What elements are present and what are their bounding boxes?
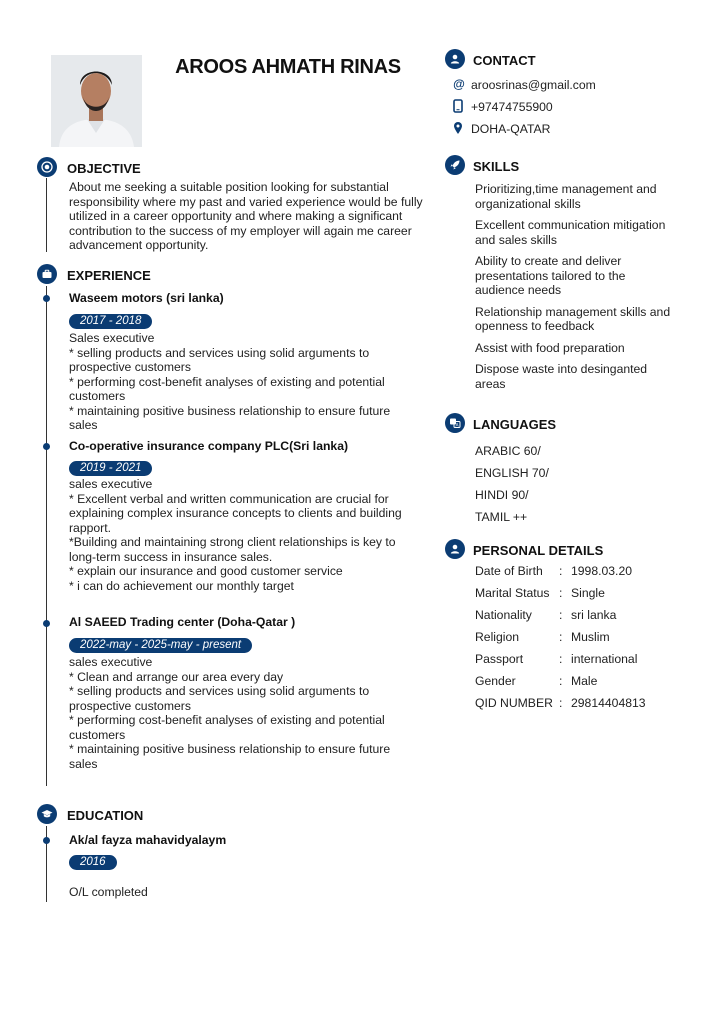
profile-photo (51, 55, 142, 147)
translate-icon (445, 413, 465, 433)
education-note: O/L completed (69, 885, 148, 899)
location-text: DOHA-QATAR (471, 122, 551, 136)
at-sign-icon: @ (453, 77, 465, 91)
svg-text:A: A (455, 423, 459, 429)
timeline-dot (43, 295, 50, 302)
detail-row-qid: QID NUMBER : 29814404813 (475, 696, 646, 710)
person-icon (445, 49, 465, 69)
education-title: EDUCATION (67, 808, 144, 823)
skills-title: SKILLS (473, 159, 520, 174)
personal-details-title: PERSONAL DETAILS (473, 543, 604, 558)
language-item: ARABIC 60/ (475, 444, 541, 458)
job-description: sales executive * Excellent verbal and written communication are crucial for explaining complex insurance concepts to clients and building rapport. *Building and maintaining strong client relationships is key to long-term success in insurance sales. * explain our insurance and good customer service * i can do achievement our monthly target (69, 477, 402, 593)
objective-text: About me seeking a suitable position looking for substantial responsibility where my past and varied experience would be fully utilized in a career opportunity and where making a significant contribution to the success of my employer will again me career advancement opportunity. (69, 180, 423, 252)
skills-list (475, 182, 695, 391)
languages-title: LANGUAGES (473, 417, 557, 432)
job-company: Waseem motors (sri lanka) (69, 291, 224, 305)
briefcase-icon (37, 264, 57, 284)
job-period-badge: 2022-may - 2025-may - present (69, 638, 252, 653)
language-item: ENGLISH 70/ (475, 466, 549, 480)
language-item: TAMIL ++ (475, 510, 528, 524)
job-description: sales executive * Clean and arrange our area every day * selling products and services using solid arguments to prospective customers * performing cost-benefit analyses of existing and potential customers * maintaining positive business relationship to ensure future sales (69, 655, 391, 771)
contact-title: CONTACT (473, 53, 536, 68)
graduation-cap-icon (37, 804, 57, 824)
skill-item: Excellent communication mitigation and sales skills (475, 218, 666, 247)
job-period-badge: 2017 - 2018 (69, 314, 152, 329)
skill-item: Relationship management skills and openness to feedback (475, 304, 671, 333)
phone-number: +97474755900 (471, 100, 553, 114)
detail-row-passport: Passport : international (475, 652, 638, 666)
experience-timeline (46, 286, 47, 786)
objective-line (46, 178, 47, 252)
location-pin-icon (453, 121, 463, 140)
experience-title: EXPERIENCE (67, 268, 151, 283)
job-company: Co-operative insurance company PLC(Sri lanka) (69, 439, 349, 453)
timeline-dot (43, 443, 50, 450)
email-link[interactable]: aroosrinas@gmail.com (471, 78, 596, 92)
language-item: HINDI 90/ (475, 488, 529, 502)
skill-item: Assist with food preparation (475, 340, 625, 355)
phone-icon (453, 99, 463, 118)
person-icon (445, 539, 465, 559)
job-period-badge: 2019 - 2021 (69, 461, 152, 476)
job-company: Al SAEED Trading center (Doha-Qatar ) (69, 615, 296, 629)
objective-title: OBJECTIVE (67, 161, 141, 176)
detail-row-gender: Gender : Male (475, 674, 598, 688)
languages-list (475, 440, 549, 528)
target-icon (37, 157, 57, 177)
detail-row-marital: Marital Status : Single (475, 586, 605, 600)
school-name: Ak/al fayza mahavidyalaym (69, 833, 227, 847)
job-description: Sales executive * selling products and services using solid arguments to prospective customers * performing cost-benefit analyses of existing and potential customers * maintaining positive business relationship to ensure future sales (69, 331, 391, 432)
education-year-badge: 2016 (69, 855, 117, 870)
skill-item: Dispose waste into desinganted areas (475, 362, 648, 391)
skill-item: Prioritizing,time management and organizational skills (475, 182, 657, 211)
skill-item: Ability to create and deliver presentations tailored to the audience needs (475, 254, 626, 297)
detail-row-dob: Date of Birth : 1998.03.20 (475, 564, 632, 578)
detail-row-nationality: Nationality : sri lanka (475, 608, 617, 622)
rocket-icon (445, 155, 465, 175)
timeline-dot (43, 620, 50, 627)
timeline-dot (43, 837, 50, 844)
detail-row-religion: Religion : Muslim (475, 630, 610, 644)
candidate-name: AROOS AHMATH RINAS (175, 56, 401, 78)
